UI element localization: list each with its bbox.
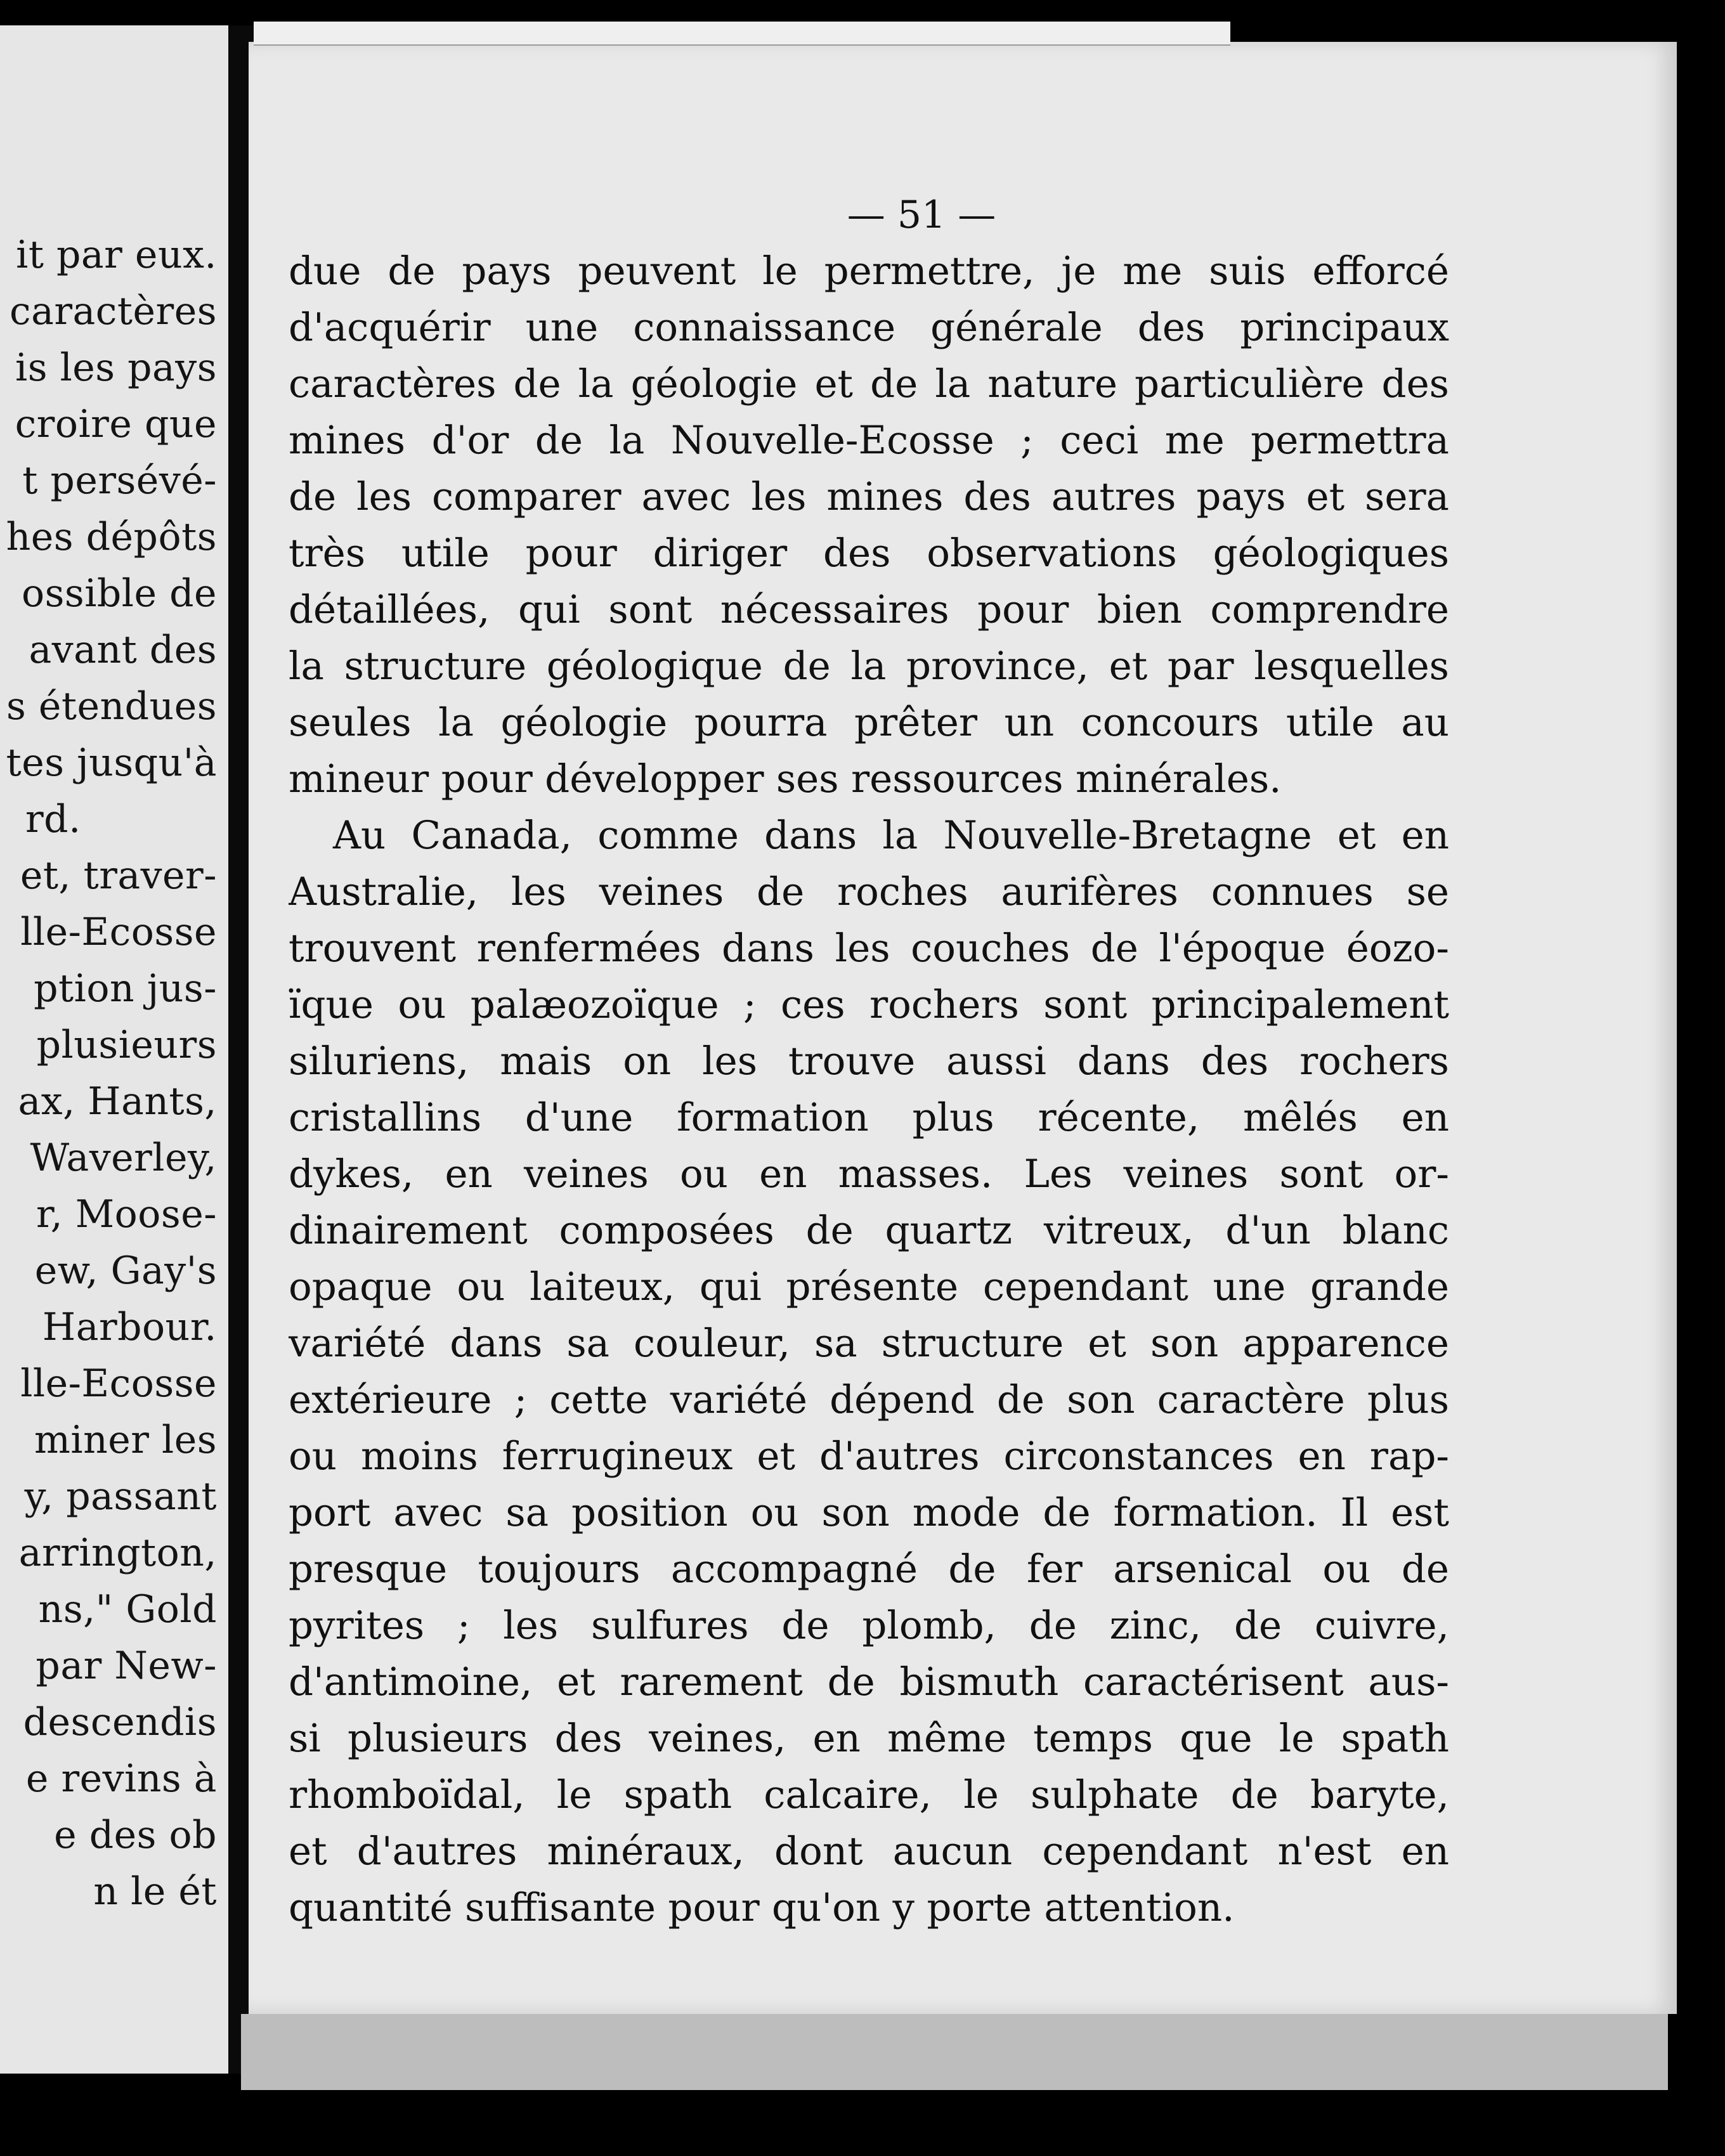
text-line: variété dans sa couleur, sa structure et son apparence [289,1321,1449,1366]
left-page-line: t persévé- [22,458,217,503]
text-line: dinairement composées de quartz vitreux, d'un blanc [289,1208,1449,1253]
left-page-line: lle-Ecosse [20,1361,217,1406]
left-page-line: s étendues [6,684,217,729]
left-page-line: e revins à [25,1757,217,1801]
text-line: Australie, les veines de roches aurifères connues se [289,869,1449,914]
text-line: seules la géologie pourra prêter un concours utile au [289,700,1449,745]
left-page-line: n le ét [93,1869,217,1914]
text-line: due de pays peuvent le permettre, je me suis efforcé [289,249,1449,294]
text-line: Au Canada, comme dans la Nouvelle-Bretagne et en [333,813,1449,858]
text-line: siluriens, mais on les trouve aussi dans des rochers [289,1039,1449,1084]
left-page-line: r, Moose- [36,1192,217,1237]
text-line: dykes, en veines ou en masses. Les veines sont or- [289,1152,1449,1197]
left-page-line: Harbour. [42,1305,217,1349]
text-line: quantité suffisante pour qu'on y porte attention. [289,1885,1235,1930]
left-page-line: ns," Gold [38,1587,217,1632]
left-page-line: Waverley, [30,1136,217,1180]
left-page-line: ax, Hants, [18,1079,217,1124]
text-line: d'acquérir une connaissance générale des principaux [289,305,1449,350]
text-line: opaque ou laiteux, qui présente cependant une grande [289,1264,1449,1309]
text-line: et d'autres minéraux, dont aucun cependant n'est en [289,1829,1449,1874]
text-line: très utile pour diriger des observations géologiques [289,531,1449,576]
text-line: extérieure ; cette variété dépend de son caractère plus [289,1377,1449,1422]
text-line: d'antimoine, et rarement de bismuth caractérisent aus- [289,1659,1449,1705]
left-page-line: croire que [15,402,217,446]
text-line: port avec sa position ou son mode de formation. Il est [289,1490,1449,1535]
left-page-line: ption jus- [34,966,217,1011]
text-line: caractères de la géologie et de la nature particulière des [289,361,1449,406]
left-page-line: rd. [25,797,81,841]
left-page-line: e des ob [54,1813,217,1857]
left-page-line: y, passant [24,1474,217,1519]
left-page-line: arrington, [18,1531,217,1575]
left-page-line: ew, Gay's [34,1249,217,1293]
text-line: ïque ou palæozoïque ; ces rochers sont principalement [289,982,1449,1027]
text-line: trouvent renfermées dans les couches de l'époque éozo- [289,926,1449,971]
left-page-line: hes dépôts [6,515,217,559]
page-bottom-edge [241,2014,1668,2090]
page-top-edge [254,22,1230,46]
left-page-line: descendis [23,1700,217,1744]
text-line: pyrites ; les sulfures de plomb, de zinc, de cuivre, [289,1603,1449,1648]
text-line: rhomboïdal, le spath calcaire, le sulphate de baryte, [289,1772,1449,1817]
text-line: ou moins ferrugineux et d'autres circonstances en rap- [289,1434,1449,1479]
left-page-line: par New- [36,1644,217,1688]
left-page-line: is les pays [15,346,217,390]
left-page-line: caractères [9,289,217,334]
left-page-line: ossible de [22,571,217,616]
left-page-text [0,227,217,1920]
text-line: la structure géologique de la province, et par lesquelles [289,644,1449,689]
text-line: mines d'or de la Nouvelle-Ecosse ; ceci me permettra [289,418,1449,463]
left-facing-page [0,25,228,2074]
text-line: de les comparer avec les mines des autres pays et sera [289,474,1449,519]
left-page-line: miner les [34,1418,217,1462]
left-page-line: it par eux. [16,233,217,277]
left-page-line: tes jusqu'à [6,741,217,785]
body-text [289,243,1449,1936]
text-line: détaillées, qui sont nécessaires pour bien comprendre [289,587,1449,632]
left-page-line: plusieurs [36,1023,217,1067]
left-page-line: avant des [29,628,217,672]
text-line: cristallins d'une formation plus récente, mêlés en [289,1095,1449,1140]
left-page-line: lle-Ecosse [20,910,217,954]
text-line: mineur pour développer ses ressources minérales. [289,757,1282,802]
page-number: — 51 — [847,193,996,237]
text-line: si plusieurs des veines, en même temps que le spath [289,1716,1449,1761]
text-line: presque toujours accompagné de fer arsenical ou de [289,1547,1449,1592]
left-page-line: et, traver- [20,854,217,898]
